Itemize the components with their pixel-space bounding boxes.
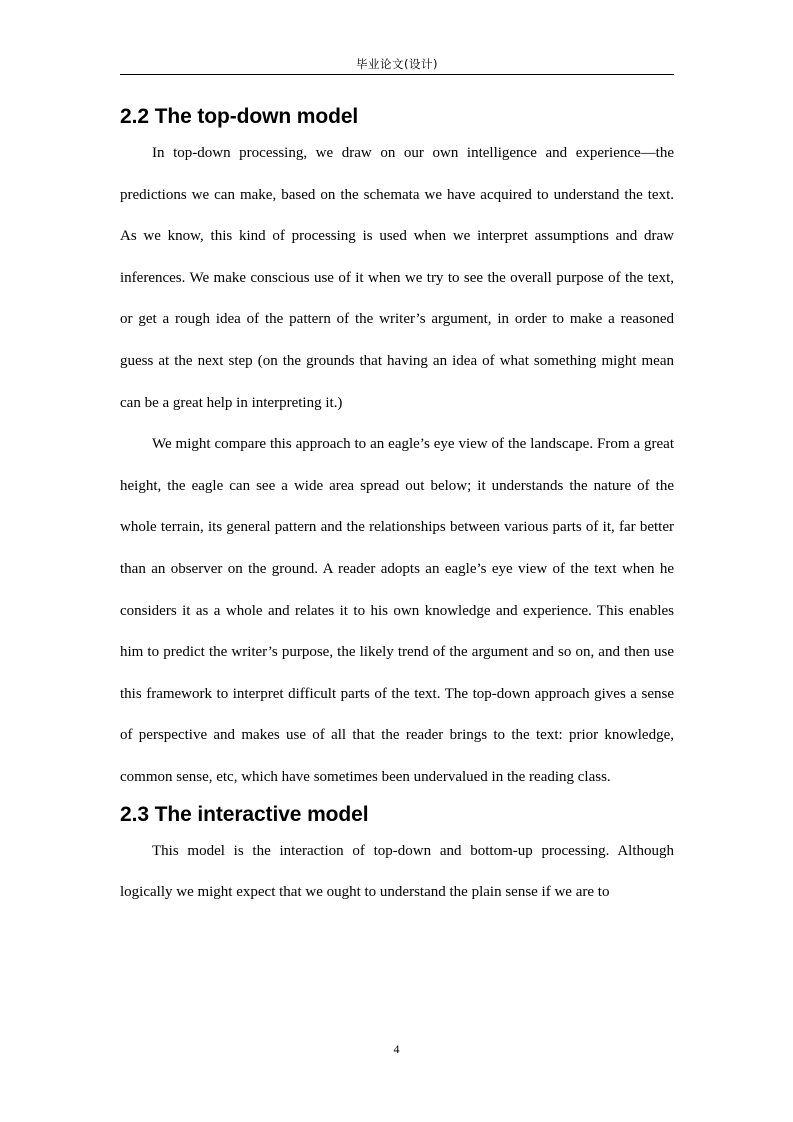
- paragraph-interactive-model: This model is the interaction of top-down and bottom-up processing. Although logically we might expect that we ought to understand the plain sense if we are to: [120, 842, 674, 901]
- page-number: 4: [393, 1042, 400, 1056]
- running-header-title: 毕业论文(设计): [356, 57, 438, 71]
- paragraph-top-down-processing: In top-down processing, we draw on our own intelligence and experience—the predictions we can make, based on the schemata we have acquired to understand the text. As we know, this kind of processing is used when we interpret assumptions and draw inferences. We make conscious use of it when we try to see the overall purpose of the text, or get a rough idea of the pattern of the writer’s argument, in order to make a reasoned guess at the next step (on the grounds that having an idea of what something might mean can be a great help in interpreting it.): [120, 145, 674, 411]
- paragraph-eagle-eye-view: We might compare this approach to an eagle’s eye view of the landscape. From a great height, the eagle can see a wide area spread out below; it understands the nature of the whole terrain, its general pattern and the relationships between various parts of it, far better than an observer on the ground. A reader adopts an eagle’s eye view of the text when he considers it as a whole and relates it to his own knowledge and experience. This enables him to predict the writer’s purpose, the likely trend of the argument and so on, and then use this framework to interpret difficult parts of the text. The top-down approach gives a sense of perspective and makes use of all that the reader brings to the text: prior knowledge, common sense, etc, which have sometimes been undervalued in the reading class.: [120, 436, 674, 785]
- section-heading-interactive: 2.3 The interactive model: [120, 802, 369, 826]
- section-heading-top-down: 2.2 The top-down model: [120, 105, 359, 128]
- page-body: [120, 101, 674, 914]
- running-header: [120, 54, 674, 75]
